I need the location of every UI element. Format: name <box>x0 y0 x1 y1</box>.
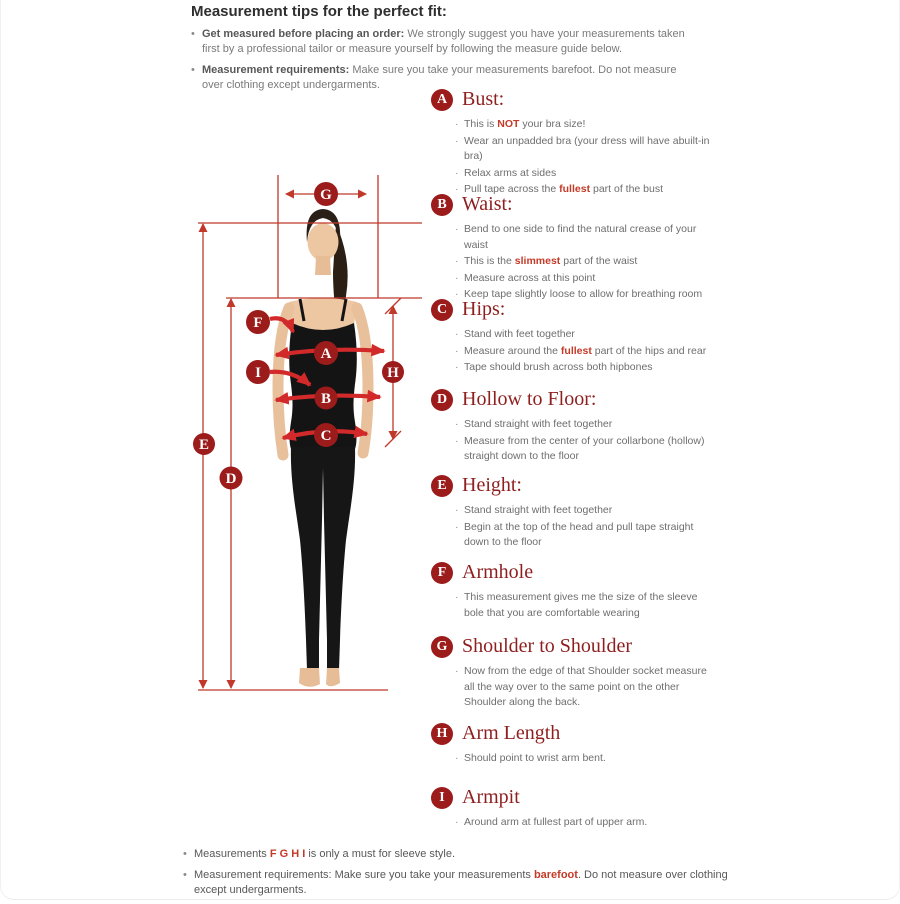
section-bullet-list <box>455 751 720 767</box>
tip-item <box>455 344 720 360</box>
text-segment: Should point to wrist arm bent. <box>464 752 606 764</box>
bullet-marker: · <box>455 752 459 764</box>
text-segment: Pull tape across the <box>464 183 560 195</box>
text-segment: Keep tape slightly loose to allow for breathing room <box>464 288 703 300</box>
section-bullet-list <box>455 664 720 711</box>
tip-item <box>455 254 720 270</box>
tip-item <box>455 434 720 465</box>
text-segment: Now from the edge of that Shoulder socket measure all the way over to the same point on the other Shoulder along the back. <box>464 665 707 708</box>
tip-item <box>455 664 720 711</box>
section-shoulder-to-shoulder <box>431 635 731 712</box>
text-segment: We strongly suggest you have your measurements taken first by a professional tailor or measure yourself by following the measure guide below. <box>202 28 685 55</box>
bullet-marker: • <box>191 28 195 40</box>
section-bullet-list <box>455 503 720 551</box>
letter-badge: D <box>431 389 453 411</box>
bullet-marker: · <box>455 183 459 195</box>
bullet-marker: · <box>455 328 459 340</box>
bullet-marker: • <box>183 869 187 881</box>
letter-badge: G <box>431 636 453 658</box>
text-segment: Measurements <box>194 848 270 860</box>
text-segment: barefoot <box>533 869 578 881</box>
section-armpit <box>431 786 731 832</box>
section-heading <box>431 474 731 497</box>
tip-item <box>455 590 720 621</box>
section-hips <box>431 298 731 377</box>
bullet-marker: · <box>455 520 459 533</box>
text-segment: Tape should brush across both hipbones <box>464 361 653 373</box>
section-title: Height: <box>462 474 522 496</box>
text-segment: part of the waist <box>560 255 638 267</box>
bullet-marker: · <box>455 118 459 130</box>
section-bust <box>431 88 731 199</box>
text-segment: Measure from the center of your collarbone (hollow) straight down to the floor <box>464 434 705 462</box>
text-segment: is only a must for sleeve style. <box>305 848 456 860</box>
tip-item <box>455 166 720 182</box>
measurement-figure-diagram <box>186 168 426 713</box>
tip-item <box>455 520 720 551</box>
bullet-marker: • <box>191 64 195 76</box>
section-title: Shoulder to Shoulder <box>462 635 632 657</box>
bullet-marker: · <box>455 665 459 677</box>
section-height <box>431 474 731 552</box>
tip-item <box>455 222 720 253</box>
text-segment: Make sure you take your measurements barefoot. Do not measure over clothing except undergarments. <box>202 64 677 91</box>
tip-item <box>455 327 720 343</box>
bullet-marker: · <box>455 166 459 179</box>
section-heading <box>431 722 731 745</box>
badge-a: A <box>320 346 332 362</box>
text-segment: Around arm at fullest part of upper arm. <box>464 816 648 828</box>
text-segment: slimmest <box>514 255 561 267</box>
section-arm-length <box>431 722 731 768</box>
tip-item <box>455 117 720 133</box>
text-segment: F G H I <box>269 848 306 860</box>
bullet-marker: · <box>455 255 459 267</box>
badge-b: B <box>320 391 332 407</box>
tip-item <box>455 503 720 519</box>
text-segment: Measurement requirements: <box>202 64 353 76</box>
text-segment: Stand with feet together <box>464 328 575 340</box>
section-title: Hips: <box>462 298 506 320</box>
section-heading <box>431 88 731 111</box>
bullet-marker: · <box>455 418 459 430</box>
section-title: Armhole <box>462 561 534 583</box>
text-segment: . Do not measure over clothing except undergarments. <box>194 869 728 896</box>
bullet-marker: · <box>455 134 459 147</box>
section-title: Armpit <box>462 786 520 808</box>
section-heading <box>431 635 731 658</box>
section-bullet-list <box>455 417 720 465</box>
text-segment: NOT <box>497 118 520 130</box>
tip-item <box>455 271 720 287</box>
text-segment: your bra size! <box>519 118 586 130</box>
section-bullet-list <box>455 327 720 376</box>
bullet-marker: · <box>455 344 459 357</box>
letter-badge: F <box>431 562 453 584</box>
section-hollow-to-floor <box>431 388 731 466</box>
section-bullet-list <box>455 590 720 621</box>
tip-item <box>183 847 731 862</box>
bullet-marker: · <box>455 271 459 284</box>
badge-i: I <box>255 365 261 381</box>
badge-d: D <box>225 471 237 487</box>
tip-item <box>455 417 720 433</box>
section-armhole <box>431 561 731 622</box>
tip-item <box>455 751 720 767</box>
bullet-marker: · <box>455 361 459 373</box>
text-segment: fullest <box>560 344 592 357</box>
badge-f: F <box>253 315 263 331</box>
section-waist <box>431 193 731 304</box>
bullet-marker: · <box>455 288 459 300</box>
section-heading <box>431 298 731 321</box>
text-segment: Get measured before placing an order: <box>202 28 408 40</box>
text-segment: Stand straight with feet together <box>464 504 613 516</box>
tip-item <box>455 134 720 165</box>
bullet-marker: • <box>183 848 187 860</box>
model-photo <box>278 209 368 687</box>
text-segment: Measure across at this point <box>464 271 596 284</box>
text-segment: fullest <box>559 183 591 195</box>
letter-badge: C <box>431 299 453 321</box>
section-title: Waist: <box>462 193 513 215</box>
section-title: Arm Length <box>462 722 561 744</box>
tip-item <box>455 360 720 376</box>
tip-item <box>191 27 696 57</box>
text-segment: Stand straight with feet together <box>464 418 613 430</box>
section-heading <box>431 561 731 584</box>
badge-e: E <box>198 437 210 453</box>
badge-c: C <box>320 428 332 444</box>
text-segment: part of the bust <box>590 183 664 195</box>
letter-badge: B <box>431 194 453 216</box>
text-segment: Wear an unpadded bra (your dress will have abuilt-in bra) <box>464 134 710 162</box>
text-segment: Relax arms at sides <box>464 166 557 179</box>
text-segment: Bend to one side to find the natural crease of your waist <box>464 223 697 251</box>
section-title: Bust: <box>462 88 505 110</box>
letter-badge: A <box>431 89 453 111</box>
text-segment: Measure around the <box>464 344 561 357</box>
footer-notes-list <box>183 847 731 898</box>
badge-h: H <box>387 365 399 381</box>
section-heading <box>431 388 731 411</box>
text-segment: This is the <box>464 255 515 267</box>
tip-item <box>183 868 731 898</box>
bullet-marker: · <box>455 434 459 447</box>
tip-item <box>455 815 720 831</box>
section-bullet-list <box>455 117 720 198</box>
bullet-marker: · <box>455 504 459 516</box>
text-segment: Begin at the top of the head and pull tape straight down to the floor <box>464 520 694 548</box>
text-segment: This measurement gives me the size of the sleeve bole that you are comfortable wearing <box>464 591 698 619</box>
bullet-marker: · <box>455 591 459 603</box>
badge-g: G <box>320 187 332 203</box>
section-title: Hollow to Floor: <box>462 388 597 410</box>
section-bullet-list <box>455 815 720 831</box>
section-heading <box>431 193 731 216</box>
letter-badge: H <box>431 723 453 745</box>
header-tips-list <box>191 27 696 93</box>
bullet-marker: · <box>455 223 459 235</box>
text-segment: Measurement requirements: Make sure you take your measurements <box>194 869 534 881</box>
section-bullet-list <box>455 222 720 303</box>
section-heading <box>431 786 731 809</box>
footer <box>183 847 731 904</box>
page-title: Measurement tips for the perfect fit: <box>191 3 447 20</box>
letter-badge: I <box>431 787 453 809</box>
text-segment: part of the hips and rear <box>591 344 707 357</box>
header <box>191 3 696 99</box>
bullet-marker: · <box>455 816 459 828</box>
letter-badge: E <box>431 475 453 497</box>
text-segment: This is <box>464 118 498 130</box>
